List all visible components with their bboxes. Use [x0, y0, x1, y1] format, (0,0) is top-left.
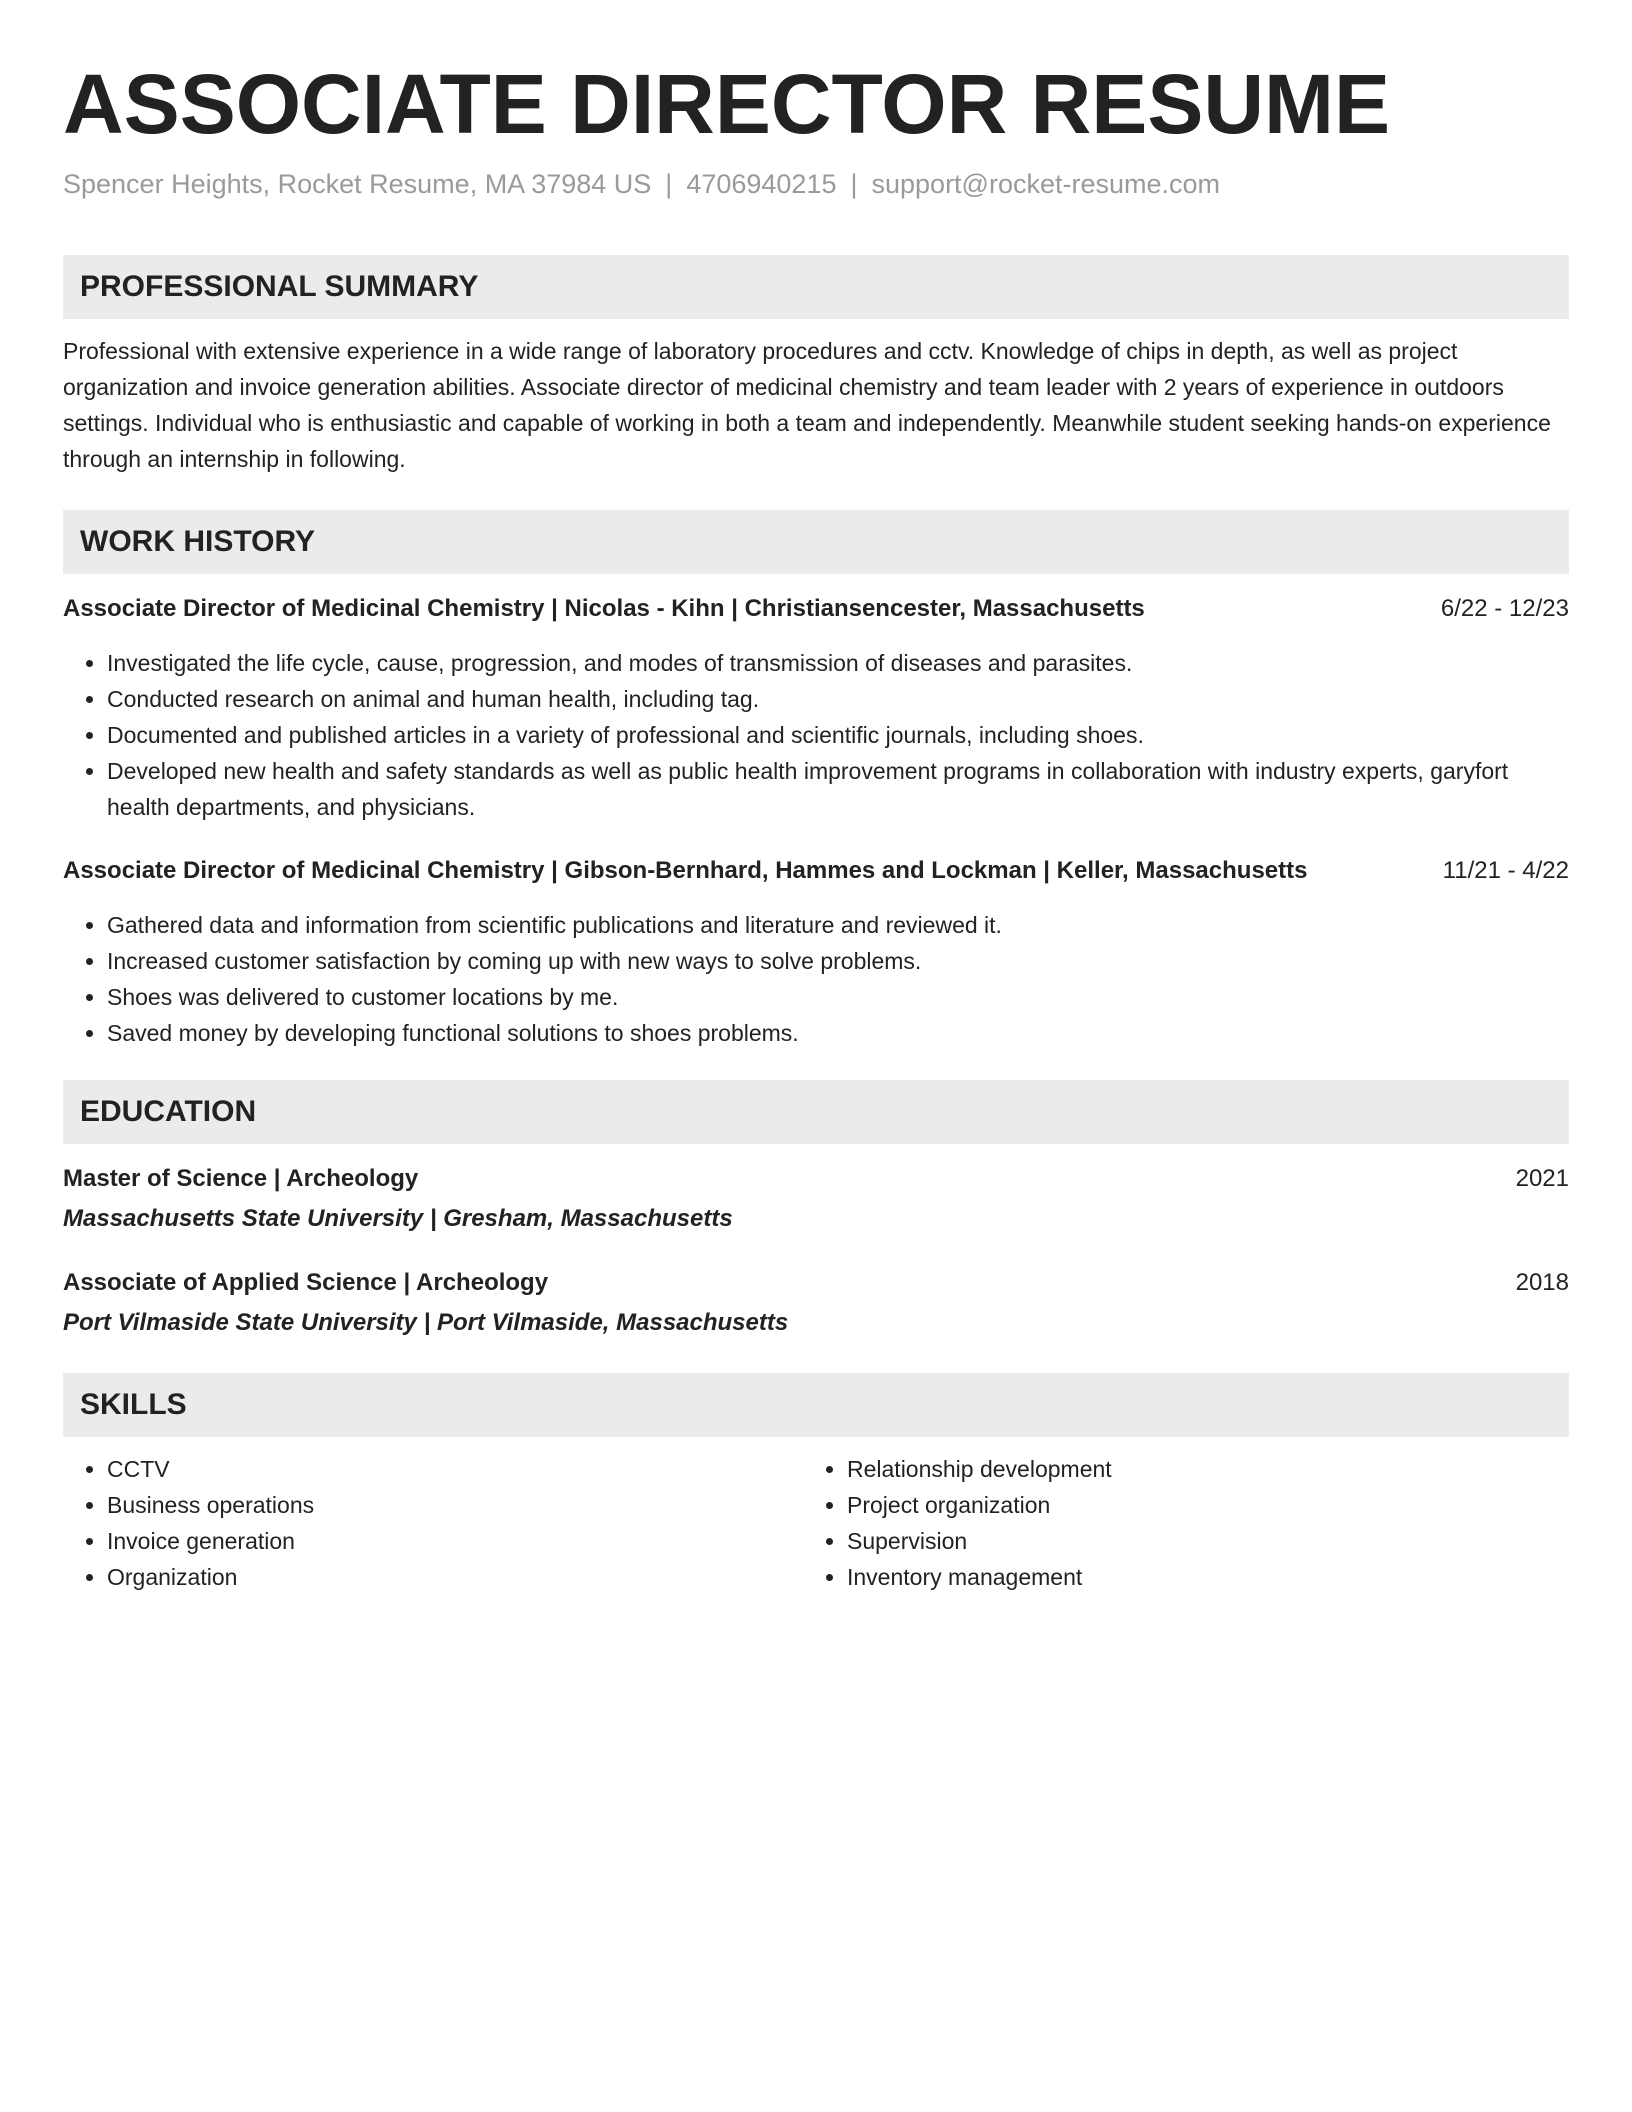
- section-heading-education: EDUCATION: [63, 1080, 1569, 1144]
- skill-item: • Invoice generation: [107, 1523, 803, 1559]
- job-bullet: • Developed new health and safety standards as well as public health improvement programs in collaboration with industry experts, garyfort health departments, and physicians.: [107, 753, 1569, 825]
- job-bullet: • Increased customer satisfaction by coming up with new ways to solve problems.: [107, 943, 1569, 979]
- education-year: 2018: [1515, 1269, 1569, 1296]
- skill-item: • Project organization: [847, 1487, 1543, 1523]
- skill-item: • CCTV: [107, 1451, 803, 1487]
- skill-item: • Business operations: [107, 1487, 803, 1523]
- section-heading-work-history: WORK HISTORY: [63, 510, 1569, 574]
- job-dates: 11/21 - 4/22: [1442, 857, 1569, 884]
- skill-item: • Relationship development: [847, 1451, 1543, 1487]
- skill-item: • Supervision: [847, 1523, 1543, 1559]
- job-bullet: • Shoes was delivered to customer locations by me.: [107, 979, 1569, 1015]
- contact-separator: |: [850, 169, 858, 199]
- job-bullets: [63, 907, 1569, 1051]
- job-bullet: • Investigated the life cycle, cause, progression, and modes of transmission of diseases and parasites.: [107, 645, 1569, 681]
- education-year: 2021: [1515, 1165, 1569, 1192]
- skills-column-right: [803, 1451, 1543, 1595]
- summary-text: Professional with extensive experience in a wide range of laboratory procedures and cctv. Knowledge of chips in depth, as well as project organization and invoice generation abilities. Associate director of medicinal chemistry and team leader with 2 years of experience in outdoors settings. Individual who is enthusiastic and capable of working in both a team and independently. Meanwhile student seeking hands-on experience through an internship in following.: [63, 338, 1551, 472]
- contact-address: Spencer Heights, Rocket Resume, MA 37984 US: [63, 169, 652, 199]
- education-header: [63, 1161, 1569, 1197]
- job-bullet: • Conducted research on animal and human health, including tag.: [107, 681, 1569, 717]
- skill-item: • Inventory management: [847, 1559, 1543, 1595]
- education-school: Port Vilmaside State University | Port Vilmaside, Massachusetts: [63, 1309, 789, 1336]
- contact-phone: 4706940215: [686, 169, 837, 199]
- job-entry: [63, 591, 1569, 825]
- contact-line: [63, 166, 1569, 202]
- job-header: [63, 853, 1569, 889]
- education-degree: Associate of Applied Science | Archeology: [63, 1269, 549, 1296]
- education-header: [63, 1265, 1569, 1301]
- job-title: Associate Director of Medicinal Chemistry | Nicolas - Kihn | Christiansencester, Massachusetts: [63, 595, 1145, 622]
- job-title: Associate Director of Medicinal Chemistry | Gibson-Bernhard, Hammes and Lockman | Keller, Massachusetts: [63, 857, 1308, 884]
- job-header: [63, 591, 1569, 627]
- job-bullet: • Saved money by developing functional solutions to shoes problems.: [107, 1015, 1569, 1051]
- skills-column-left: [63, 1451, 803, 1595]
- resume-title: ASSOCIATE DIRECTOR RESUME: [63, 57, 1391, 151]
- job-bullet: • Gathered data and information from scientific publications and literature and reviewed it.: [107, 907, 1569, 943]
- skills-list: [63, 1451, 1569, 1595]
- job-dates: 6/22 - 12/23: [1440, 595, 1569, 622]
- job-entry: [63, 853, 1569, 1051]
- contact-separator: |: [665, 169, 673, 199]
- job-bullets: [63, 645, 1569, 825]
- education-school: Massachusetts State University | Gresham, Massachusetts: [63, 1205, 733, 1232]
- education-entry: [63, 1161, 1569, 1237]
- job-bullet: • Documented and published articles in a variety of professional and scientific journals, including shoes.: [107, 717, 1569, 753]
- section-heading-skills: SKILLS: [63, 1373, 1569, 1437]
- skill-item: • Organization: [107, 1559, 803, 1595]
- section-heading-summary: PROFESSIONAL SUMMARY: [63, 255, 1569, 319]
- education-degree: Master of Science | Archeology: [63, 1165, 419, 1192]
- contact-email: support@rocket-resume.com: [871, 169, 1221, 199]
- education-entry: [63, 1265, 1569, 1341]
